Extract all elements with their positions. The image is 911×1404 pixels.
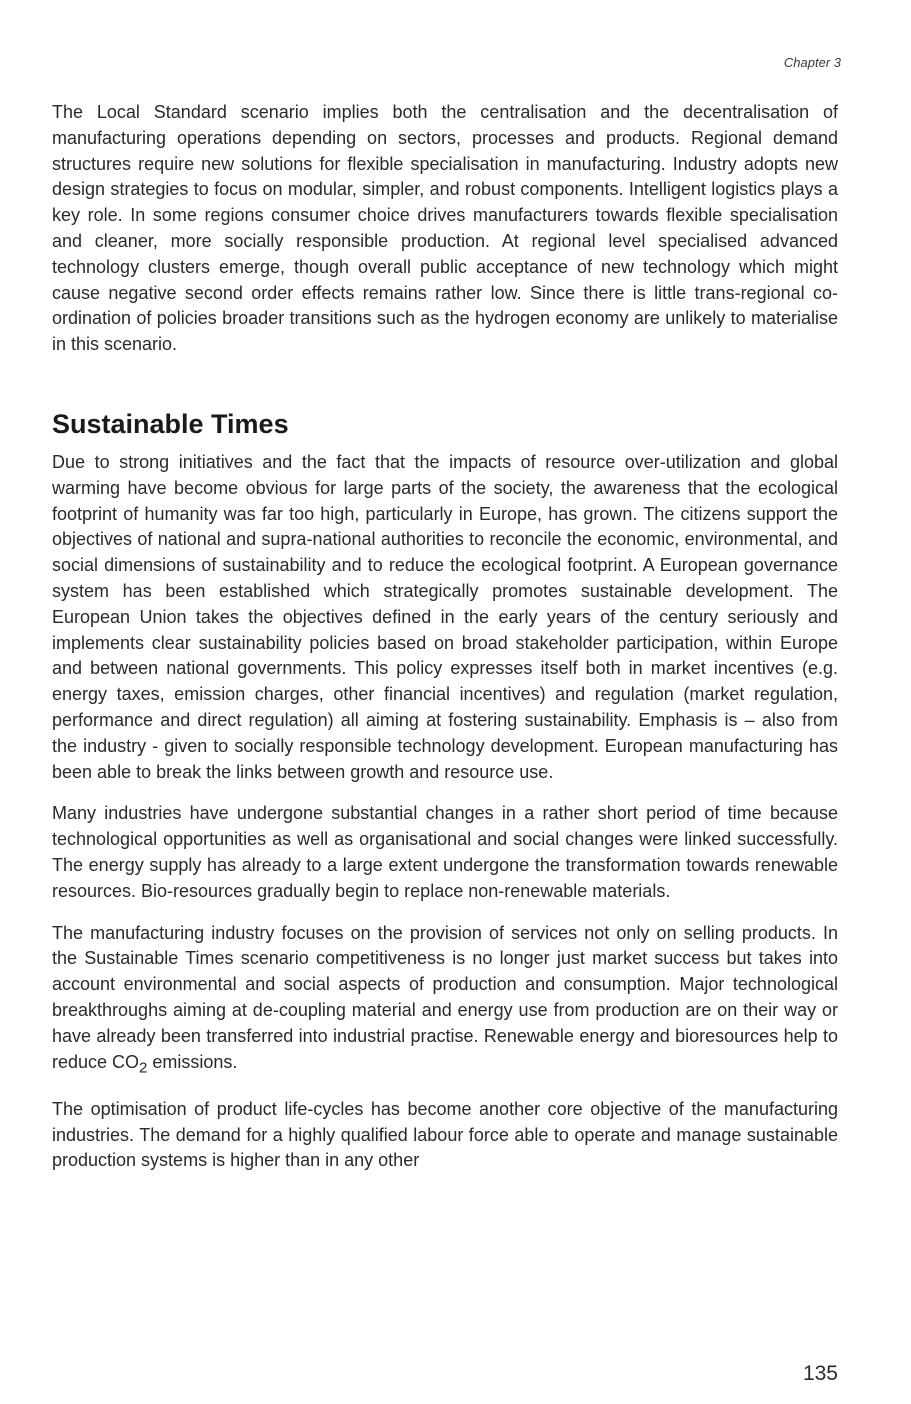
chapter-header: Chapter 3: [783, 55, 841, 70]
paragraph-3-end: emissions.: [147, 1051, 238, 1072]
page-number: 135: [802, 1362, 838, 1385]
section-paragraph-4: The optimisation of product life-cycles has become another core objective of the manufacturing industries. The demand for a highly qualified labour force able to operate and manage sustainable production systems is higher than in any other: [52, 1098, 838, 1171]
section-paragraph-2: Many industries have undergone substantial changes in a rather short period of time because technological opportunities as well as organisational and social changes were linked successfully. The energy supply has already to a large extent undergone the transformation towards renewable resources. Bio-resources gradually begin to replace non-renewable materials.: [52, 803, 838, 901]
co2-subscript: 2: [139, 1059, 148, 1077]
section-paragraph-3: [52, 921, 838, 1081]
section-title: Sustainable Times: [52, 408, 289, 439]
section-paragraph-1: Due to strong initiatives and the fact that the impacts of resource over-utilization and global warming have become obvious for large parts of the society, the awareness that the ecological footprint of humanity was far too high, particularly in Europe, has grown. The citizens support the objectives of national and supra-national authorities to reconcile the economic, environmental, and social dimensions of sustainability and to reduce the ecological footprint. A European governance system has been established which strategically promotes sustainable development. The European Union takes the objectives defined in the early years of the century seriously and implements clear sustainability policies based on broad stakeholder participation, within Europe and between national governments. This policy expresses itself both in market incentives (e.g. energy taxes, emission charges, other financial incentives) and regulation (market regulation, performance and direct regulation) all aiming at fostering sustainability. Emphasis is – also from the industry - given to socially responsible technology development. European manufacturing has been able to break the links between growth and resource use.: [52, 451, 838, 782]
page-content: [52, 100, 838, 1174]
paragraph-3-text: The manufacturing industry focuses on the provision of services not only on selling products. In the Sustainable Times scenario competitiveness is no longer just market success but takes into account environmental and social aspects of production and consumption. Major technological breakthroughs aiming at de-coupling material and energy use from production are on their way or have already been transferred into industrial practise. Renewable energy and bioresources help to reduce CO: [52, 922, 838, 1072]
intro-paragraph: The Local Standard scenario implies both the centralisation and the decentralisation of manufacturing operations depending on sectors, processes and products. Regional demand structures require new solutions for flexible specialisation in manufacturing. Industry adopts new design strategies to focus on modular, simpler, and robust components. Intelligent logistics plays a key role. In some regions consumer choice drives manufacturers towards flexible specialisation and cleaner, more socially responsible production. At regional level specialised advanced technology clusters emerge, though overall public acceptance of new technology which might cause negative second order effects remains rather low. Since there is little trans-regional co-ordination of policies broader transitions such as the hydrogen economy are unlikely to materialise in this scenario.: [52, 102, 838, 355]
